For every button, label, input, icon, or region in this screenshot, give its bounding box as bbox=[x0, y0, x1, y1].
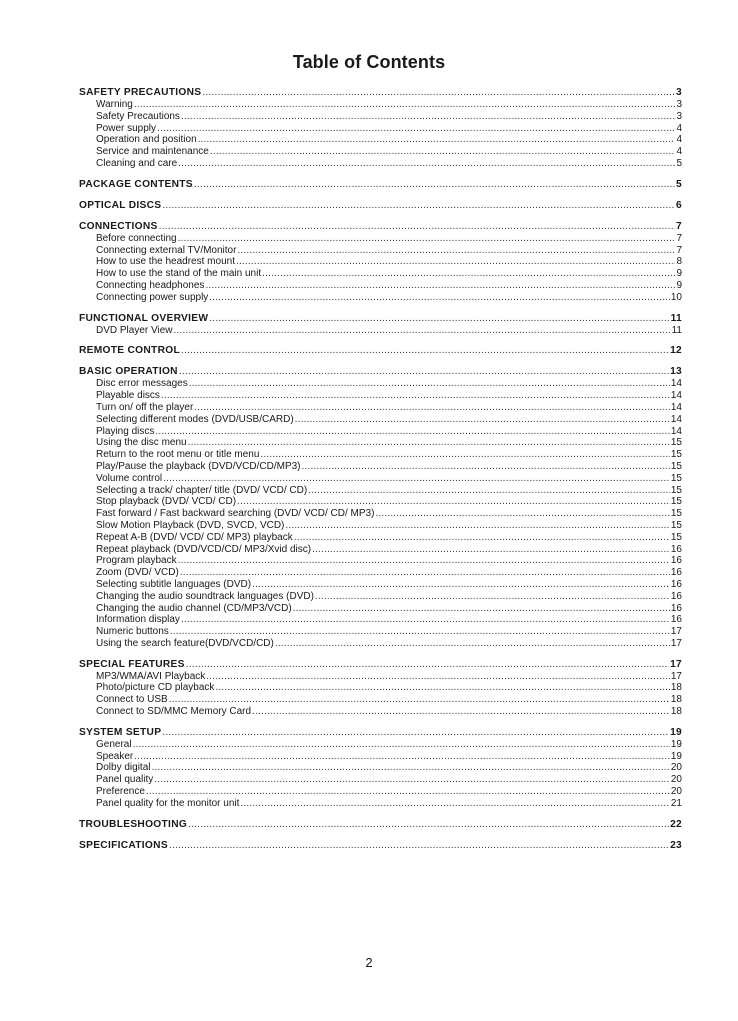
toc-entry[interactable] bbox=[79, 496, 682, 508]
toc-entry[interactable] bbox=[79, 245, 682, 257]
dot-leader bbox=[189, 378, 670, 390]
dot-leader bbox=[194, 178, 675, 191]
toc-entry-page: 16 bbox=[670, 578, 682, 590]
toc-entry[interactable] bbox=[79, 402, 682, 414]
toc-section-heading[interactable] bbox=[79, 344, 682, 357]
dot-leader bbox=[146, 786, 670, 798]
toc-entry-page: 20 bbox=[670, 774, 682, 786]
toc-section-heading[interactable] bbox=[79, 312, 682, 325]
toc-entry-label: Fast forward / Fast backward searching (DVD/ VCD/ CD/ MP3) bbox=[96, 508, 375, 520]
toc-entry-page: 18 bbox=[670, 706, 682, 718]
toc-entry[interactable] bbox=[79, 603, 682, 615]
toc-section-heading-page: 23 bbox=[670, 839, 682, 851]
toc-entry[interactable] bbox=[79, 591, 682, 603]
toc-entry[interactable] bbox=[79, 671, 682, 683]
dot-leader bbox=[151, 762, 669, 774]
toc-section-heading-label: BASIC OPERATION bbox=[79, 366, 178, 378]
toc-entry-label: How to use the stand of the main unit bbox=[96, 268, 262, 280]
toc-section-heading-label: SPECIAL FEATURES bbox=[79, 658, 185, 670]
toc-section-heading[interactable] bbox=[79, 365, 682, 378]
toc-section-heading-page: 12 bbox=[670, 345, 682, 357]
dot-leader bbox=[162, 726, 669, 739]
dot-leader bbox=[209, 292, 670, 304]
toc-section-heading-page: 13 bbox=[670, 366, 682, 378]
toc-entry-label: Connect to SD/MMC Memory Card bbox=[96, 706, 252, 718]
toc-entry[interactable] bbox=[79, 134, 682, 146]
toc-entry-page: 14 bbox=[670, 378, 682, 390]
toc-entry-page: 15 bbox=[670, 508, 682, 520]
toc-entry-page: 15 bbox=[670, 496, 682, 508]
toc-entry[interactable] bbox=[79, 579, 682, 591]
dot-leader bbox=[169, 839, 669, 852]
toc-entry-label: Program playback bbox=[96, 555, 177, 567]
dot-leader bbox=[210, 146, 676, 158]
dot-leader bbox=[295, 414, 670, 426]
dot-leader bbox=[178, 233, 676, 245]
toc-entry-page: 9 bbox=[676, 268, 682, 280]
toc-entry-label: Connecting headphones bbox=[96, 279, 205, 291]
toc-entry-page: 3 bbox=[676, 110, 682, 122]
dot-leader bbox=[237, 245, 675, 257]
toc-entry-page: 16 bbox=[670, 543, 682, 555]
toc-entry-page: 21 bbox=[670, 797, 682, 809]
dot-leader bbox=[180, 567, 670, 579]
toc-entry[interactable] bbox=[79, 520, 682, 532]
toc-entry-label: Return to the root menu or title menu bbox=[96, 449, 260, 461]
toc-entry-page: 15 bbox=[670, 484, 682, 496]
dot-leader bbox=[285, 520, 669, 532]
toc-section-heading-label: REMOTE CONTROL bbox=[79, 345, 180, 357]
toc-entry-page: 15 bbox=[670, 472, 682, 484]
toc-entry[interactable] bbox=[79, 461, 682, 473]
dot-leader bbox=[181, 111, 676, 123]
toc-entry-label: Cleaning and care bbox=[96, 157, 178, 169]
dot-leader bbox=[178, 555, 670, 567]
dot-leader bbox=[133, 739, 670, 751]
toc-entry[interactable] bbox=[79, 798, 682, 810]
toc-entry[interactable] bbox=[79, 437, 682, 449]
toc-entry[interactable] bbox=[79, 146, 682, 158]
toc-entry[interactable] bbox=[79, 390, 682, 402]
toc-entry-label: Connect to USB bbox=[96, 694, 168, 706]
toc-entry[interactable] bbox=[79, 268, 682, 280]
toc-entry-label: Connecting external TV/Monitor bbox=[96, 244, 237, 256]
dot-leader bbox=[186, 658, 669, 671]
toc-entry-label: Numeric buttons bbox=[96, 626, 169, 638]
dot-leader bbox=[154, 774, 670, 786]
toc-entry-page: 3 bbox=[676, 99, 682, 110]
toc-entry[interactable] bbox=[79, 544, 682, 556]
toc-entry-page: 15 bbox=[670, 531, 682, 543]
dot-leader bbox=[308, 485, 670, 497]
toc-entry-label: Panel quality for the monitor unit bbox=[96, 797, 240, 809]
toc-section bbox=[79, 839, 682, 852]
toc-entry[interactable] bbox=[79, 739, 682, 751]
toc-entry-label: Speaker bbox=[96, 750, 134, 762]
toc-entry-page: 7 bbox=[676, 244, 682, 256]
toc-entry-page: 18 bbox=[670, 682, 682, 694]
toc-entry[interactable] bbox=[79, 426, 682, 438]
toc-section-heading-page: 19 bbox=[670, 726, 682, 738]
dot-leader bbox=[157, 123, 675, 135]
toc-entry-page: 9 bbox=[676, 279, 682, 291]
toc-entry-label: Operation and position bbox=[96, 134, 197, 146]
toc-entry-label: Warning bbox=[96, 99, 133, 110]
toc-entry-page: 20 bbox=[670, 786, 682, 798]
dot-leader bbox=[206, 671, 670, 683]
toc-entry-page: 8 bbox=[676, 256, 682, 268]
toc-section-heading[interactable] bbox=[79, 178, 682, 191]
dot-leader bbox=[134, 751, 670, 763]
toc-entry[interactable] bbox=[79, 508, 682, 520]
dot-leader bbox=[181, 614, 670, 626]
toc-entry[interactable] bbox=[79, 638, 682, 650]
dot-leader bbox=[178, 158, 675, 170]
dot-leader bbox=[252, 579, 670, 591]
toc-entry-label: Before connecting bbox=[96, 232, 177, 244]
dot-leader bbox=[294, 532, 670, 544]
toc-entry-page: 15 bbox=[670, 449, 682, 461]
toc-entry[interactable] bbox=[79, 682, 682, 694]
dot-leader bbox=[215, 682, 669, 694]
toc-section bbox=[79, 220, 682, 304]
toc-entry-label: General bbox=[96, 738, 132, 750]
dot-leader bbox=[169, 694, 670, 706]
toc-section bbox=[79, 199, 682, 212]
dot-leader bbox=[315, 591, 670, 603]
dot-leader bbox=[161, 390, 670, 402]
dot-leader bbox=[302, 461, 670, 473]
page-number: 2 bbox=[365, 955, 373, 970]
toc-section-heading-label: OPTICAL DISCS bbox=[79, 199, 162, 211]
toc-section bbox=[79, 365, 682, 649]
toc-section-heading[interactable] bbox=[79, 839, 682, 852]
toc-entry-page: 15 bbox=[670, 460, 682, 472]
toc-entry[interactable] bbox=[79, 99, 682, 111]
toc-entry-page: 17 bbox=[670, 637, 682, 649]
toc-entry-label: Safety Precautions bbox=[96, 110, 180, 122]
toc-section-heading-page: 17 bbox=[670, 658, 682, 670]
toc-entry-page: 11 bbox=[671, 324, 682, 336]
toc-section-heading-label: TROUBLESHOOTING bbox=[79, 818, 188, 830]
dot-leader bbox=[236, 256, 675, 268]
dot-leader bbox=[188, 818, 669, 831]
toc-entry-label: Repeat A-B (DVD/ VCD/ CD/ MP3) playback bbox=[96, 531, 293, 543]
toc-section-heading-label: FUNCTIONAL OVERVIEW bbox=[79, 312, 209, 324]
dot-leader bbox=[262, 268, 675, 280]
toc-entry-label: Play/Pause the playback (DVD/VCD/CD/MP3) bbox=[96, 460, 301, 472]
toc-entry-label: Changing the audio channel (CD/MP3/VCD) bbox=[96, 602, 292, 614]
toc-entry-label: Selecting different modes (DVD/USB/CARD) bbox=[96, 413, 294, 425]
toc-entry-label: Photo/picture CD playback bbox=[96, 682, 215, 694]
toc-section-heading-page: 11 bbox=[670, 312, 682, 324]
dot-leader bbox=[162, 199, 675, 212]
toc-section-heading-label: SYSTEM SETUP bbox=[79, 726, 162, 738]
toc-entry-label: Connecting power supply bbox=[96, 291, 209, 303]
toc-entry[interactable] bbox=[79, 256, 682, 268]
toc-entry-label: Dolby digital bbox=[96, 762, 151, 774]
toc-entry-page: 15 bbox=[670, 437, 682, 449]
toc-entry-page: 18 bbox=[670, 694, 682, 706]
dot-leader bbox=[275, 638, 670, 650]
toc-entry-label: How to use the headrest mount bbox=[96, 256, 235, 268]
toc-section bbox=[79, 726, 682, 810]
toc-section-heading-label: SAFETY PRECAUTIONS bbox=[79, 87, 202, 98]
toc-entry-page: 16 bbox=[670, 614, 682, 626]
dot-leader bbox=[181, 344, 669, 357]
dot-leader bbox=[159, 220, 675, 233]
dot-leader bbox=[202, 86, 675, 99]
toc-entry[interactable] bbox=[79, 786, 682, 798]
toc-entry-label: Power supply bbox=[96, 122, 157, 134]
dot-leader bbox=[134, 99, 676, 111]
toc-entry[interactable] bbox=[79, 111, 682, 123]
toc-entry-label: Zoom (DVD/ VCD) bbox=[96, 567, 179, 579]
toc-section-heading[interactable] bbox=[79, 199, 682, 212]
toc-entry-label: Volume control bbox=[96, 472, 163, 484]
dot-leader bbox=[293, 603, 670, 615]
toc-entry-page: 4 bbox=[676, 146, 682, 158]
toc-entry[interactable] bbox=[79, 555, 682, 567]
toc-entry[interactable] bbox=[79, 325, 682, 337]
dot-leader bbox=[375, 508, 669, 520]
dot-leader bbox=[240, 798, 669, 810]
dot-leader bbox=[205, 280, 675, 292]
dot-leader bbox=[237, 496, 670, 508]
dot-leader bbox=[198, 134, 676, 146]
toc-entry[interactable] bbox=[79, 694, 682, 706]
toc-entry-page: 14 bbox=[670, 390, 682, 402]
toc-entry[interactable] bbox=[79, 123, 682, 135]
toc-entry-label: Changing the audio soundtrack languages (DVD) bbox=[96, 590, 314, 602]
toc-section-heading-page: 22 bbox=[670, 818, 682, 830]
toc-entry[interactable] bbox=[79, 378, 682, 390]
toc-entry-page: 16 bbox=[670, 590, 682, 602]
toc-section bbox=[79, 658, 682, 718]
dot-leader bbox=[260, 449, 669, 461]
toc-section-heading-label: SPECIFICATIONS bbox=[79, 839, 168, 851]
dot-leader bbox=[209, 312, 669, 325]
toc-entry-page: 16 bbox=[670, 602, 682, 614]
toc-entry-label: Playing discs bbox=[96, 425, 155, 437]
toc-section-heading-page: 5 bbox=[676, 178, 682, 190]
toc-entry[interactable] bbox=[79, 449, 682, 461]
toc-entry-label: Selecting a track/ chapter/ title (DVD/ VCD/ CD) bbox=[96, 484, 308, 496]
toc-entry[interactable] bbox=[79, 485, 682, 497]
toc-entry[interactable] bbox=[79, 614, 682, 626]
toc-entry-label: Turn on/ off the player bbox=[96, 401, 194, 413]
toc-entry[interactable] bbox=[79, 473, 682, 485]
toc-entry-page: 19 bbox=[670, 738, 682, 750]
toc-entry-label: Slow Motion Playback (DVD, SVCD, VCD) bbox=[96, 519, 285, 531]
toc-entry-label: Selecting subtitle languages (DVD) bbox=[96, 578, 252, 590]
toc-entry-page: 16 bbox=[670, 567, 682, 579]
toc-entry-page: 7 bbox=[676, 232, 682, 244]
toc-entry-page: 4 bbox=[676, 122, 682, 134]
toc-entry[interactable] bbox=[79, 414, 682, 426]
toc-entry-label: Repeat playback (DVD/VCD/CD/ MP3/Xvid disc) bbox=[96, 543, 312, 555]
toc-section bbox=[79, 818, 682, 831]
toc-entry-label: Information display bbox=[96, 614, 180, 626]
dot-leader bbox=[252, 706, 670, 718]
toc-entry[interactable] bbox=[79, 280, 682, 292]
toc-section-heading-page: 3 bbox=[676, 87, 682, 98]
toc-entry-page: 14 bbox=[670, 413, 682, 425]
toc-entry-label: Service and maintenance bbox=[96, 146, 209, 158]
toc-section bbox=[79, 312, 682, 337]
toc-entry-page: 5 bbox=[676, 157, 682, 169]
toc-entry-label: Stop playback (DVD/ VCD/ CD) bbox=[96, 496, 237, 508]
dot-leader bbox=[188, 437, 670, 449]
dot-leader bbox=[174, 325, 671, 337]
toc-entry-page: 14 bbox=[670, 401, 682, 413]
toc-section bbox=[79, 178, 682, 191]
toc-entry[interactable] bbox=[79, 532, 682, 544]
dot-leader bbox=[194, 402, 670, 414]
toc-section bbox=[79, 86, 682, 170]
toc-section-heading-page: 6 bbox=[676, 199, 682, 211]
toc-entry-page: 15 bbox=[670, 519, 682, 531]
toc-entry[interactable] bbox=[79, 158, 682, 170]
dot-leader bbox=[170, 626, 670, 638]
toc-entry-label: Using the disc menu bbox=[96, 437, 187, 449]
toc-entry-page: 17 bbox=[670, 626, 682, 638]
toc-section-heading[interactable] bbox=[79, 658, 682, 671]
dot-leader bbox=[312, 544, 670, 556]
toc-section-heading[interactable] bbox=[79, 86, 682, 99]
toc-entry-label: Preference bbox=[96, 786, 145, 798]
table-of-contents bbox=[79, 86, 682, 860]
toc-entry-label: DVD Player View bbox=[96, 324, 173, 336]
dot-leader bbox=[179, 365, 669, 378]
toc-entry-label: Disc error messages bbox=[96, 378, 188, 390]
toc-entry-page: 20 bbox=[670, 762, 682, 774]
toc-entry[interactable] bbox=[79, 774, 682, 786]
toc-section-heading[interactable] bbox=[79, 726, 682, 739]
toc-entry-label: Using the search feature(DVD/VCD/CD) bbox=[96, 637, 274, 649]
toc-entry-page: 10 bbox=[670, 291, 682, 303]
toc-entry-label: Panel quality bbox=[96, 774, 154, 786]
toc-entry[interactable] bbox=[79, 567, 682, 579]
toc-entry[interactable] bbox=[79, 762, 682, 774]
dot-leader bbox=[155, 426, 670, 438]
toc-entry-label: Playable discs bbox=[96, 390, 160, 402]
toc-section-heading-label: CONNECTIONS bbox=[79, 220, 158, 232]
toc-entry[interactable] bbox=[79, 292, 682, 304]
toc-entry-page: 17 bbox=[670, 670, 682, 682]
document-title: Table of Contents bbox=[292, 52, 446, 72]
toc-section-heading[interactable] bbox=[79, 220, 682, 233]
toc-entry[interactable] bbox=[79, 706, 682, 718]
toc-entry-label: MP3/WMA/AVI Playback bbox=[96, 670, 206, 682]
toc-section-heading-label: PACKAGE CONTENTS bbox=[79, 178, 193, 190]
toc-entry[interactable] bbox=[79, 626, 682, 638]
toc-entry-page: 14 bbox=[670, 425, 682, 437]
toc-entry-page: 4 bbox=[676, 134, 682, 146]
toc-entry-page: 16 bbox=[670, 555, 682, 567]
toc-entry-page: 19 bbox=[670, 750, 682, 762]
toc-entry[interactable] bbox=[79, 751, 682, 763]
toc-section-heading-page: 7 bbox=[676, 220, 682, 232]
toc-entry[interactable] bbox=[79, 233, 682, 245]
dot-leader bbox=[163, 473, 670, 485]
toc-section-heading[interactable] bbox=[79, 818, 682, 831]
toc-section bbox=[79, 344, 682, 357]
